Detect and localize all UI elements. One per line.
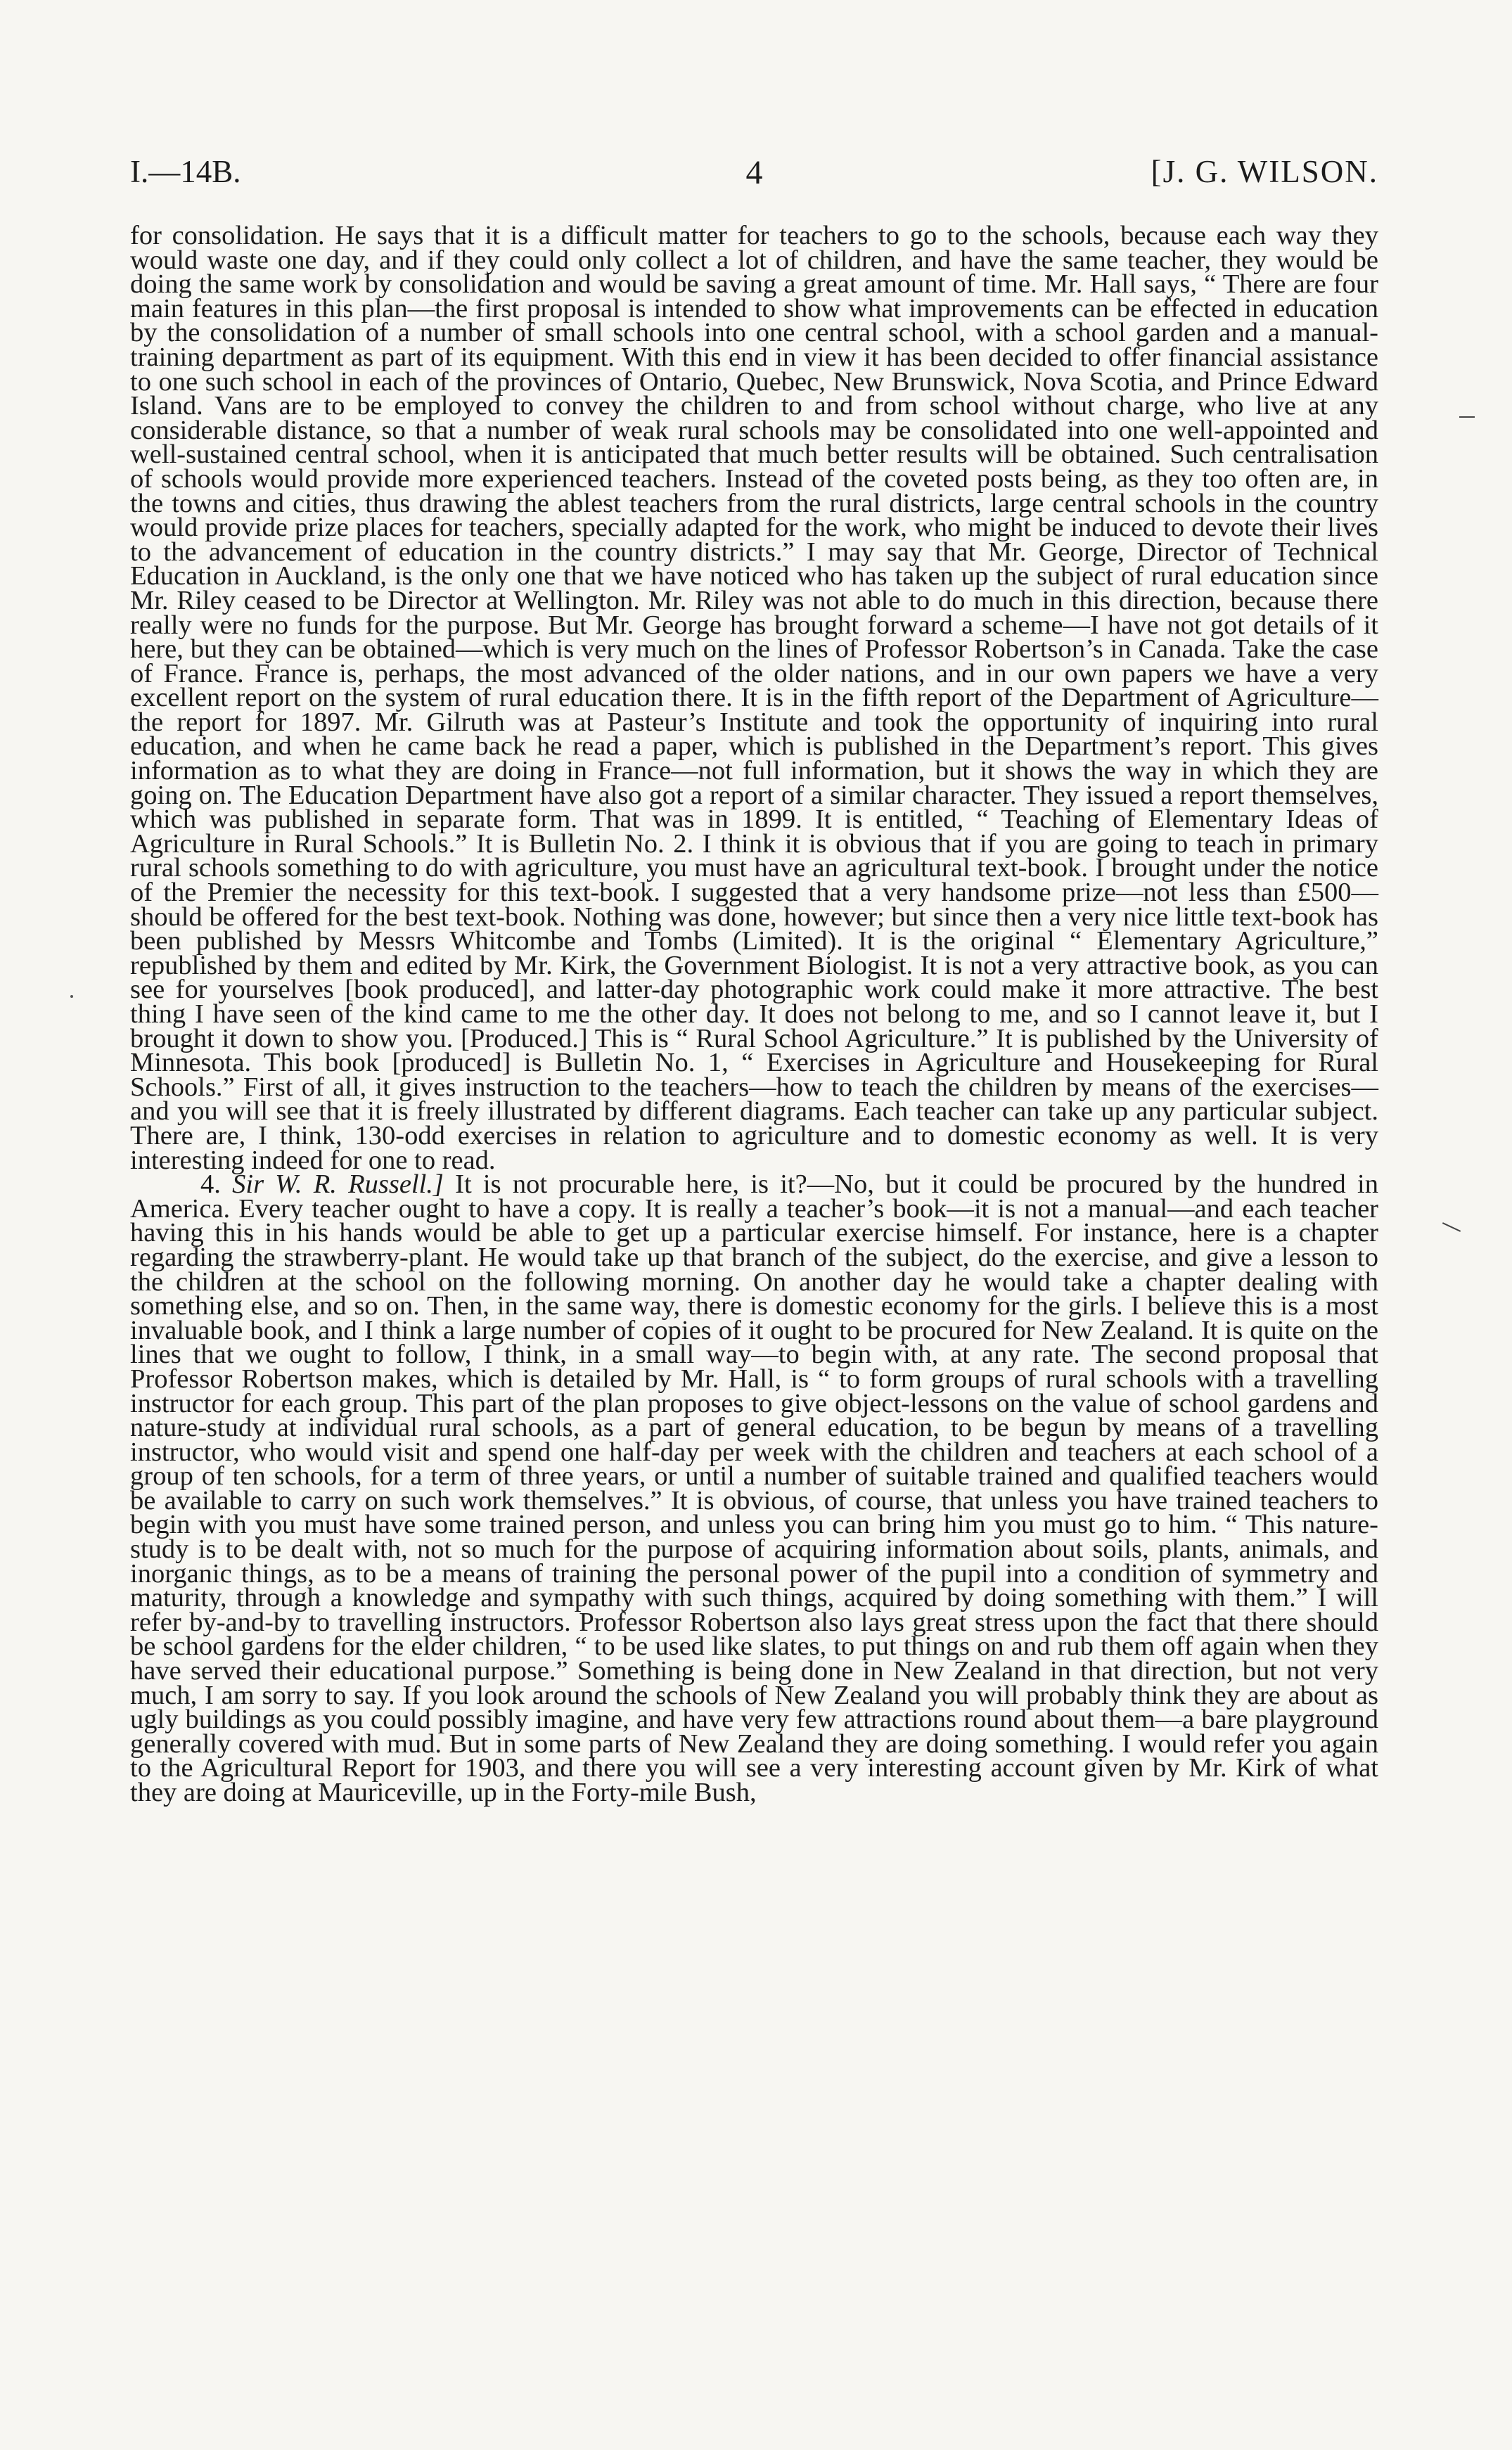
margin-mark: [1459, 416, 1475, 418]
paragraph-continuation: [130, 221, 1378, 1175]
margin-mark: [1442, 1222, 1461, 1232]
page-header: [130, 153, 1378, 195]
question-number: 4.: [200, 1169, 221, 1200]
question-paragraph: [130, 1169, 1378, 1807]
margin-dot: [70, 995, 73, 998]
questioner-name: Sir W. R. Russell.]: [232, 1169, 444, 1200]
paragraph-text: for consolidation. He says that it is a difficult matter for teachers to go to the schools, because each way they would waste one day, and if they could only collect a lot of children, and have the same teacher, they would be doing the same work by consolidation and would be saving a great amount of time. Mr. Hall says, “ There are four main features in this plan—the first proposal is intended to show what improvements can be effected in education by the consolidation of a number of small schools into one central school, with a school garden and a manual-training department as part of its equipment. With this end in view it has been decided to offer financial assistance to one such school in each of the provinces of Ontario, Quebec, New Brunswick, Nova Scotia, and Prince Edward Island. Vans are to be employed to convey the children to and from school without charge, who live at any considerable distance, so that a number of weak rural schools may be consolidated into one well-appointed and well-sustained central school, when it is anticipated that much better results will be obtained. Such centralisation of schools would provide more experienced teachers. Instead of the coveted posts being, as they too often are, in the towns and cities, thus drawing the ablest teachers from the rural districts, large central schools in the country would provide prize places for teachers, specially adapted for the work, who might be induced to devote their lives to the advancement of education in the country districts.” I may say that Mr. George, Director of Technical Education in Auckland, is the only one that we have noticed who has taken up the subject of rural education since Mr. Riley ceased to be Director at Wellington. Mr. Riley was not able to do much in this direction, because there really were no funds for the purpose. But Mr. George has brought forward a scheme—I have not got details of it here, but they can be obtained—which is very much on the lines of Professor Robertson’s in Canada. Take the case of France. France is, perhaps, the most advanced of the older nations, and in our own papers we have a very excellent report on the system of rural education there. It is in the fifth report of the Department of Agriculture—the report for 1897. Mr. Gilruth was at Pasteur’s Institute and took the opportunity of inquiring into rural education, and when he came back he read a paper, which is published in the Department’s report. This gives information as to what they are doing in France—not full information, but it shows the way in which they are going on. The Education Department have also got a report of a similar character. They issued a report themselves, which was published in separate form. That was in 1899. It is entitled, “ Teaching of Elementary Ideas of Agriculture in Rural Schools.” It is Bulletin No. 2. I think it is obvious that if you are going to teach in primary rural schools something to do with agriculture, you must have an agricultural text-book. I brought under the notice of the Premier the necessity for this text-book. I suggested that a very handsome prize—not less than £500—should be offered for the best text-book. Nothing was done, however; but since then a very nice little text-book has been published by Messrs Whitcombe and Tombs (Limited). It is the original “ Elementary Agriculture,” republished by them and edited by Mr. Kirk, the Government Biologist. It is not a very attractive book, as you can see for yourselves [book produced], and latter-day photographic work could make it more attractive. The best thing I have seen of the kind came to me the other day. It does not belong to me, and so I cannot leave it, but I brought it down to show you. [Produced.] This is “ Rural School Agriculture.” It is published by the University of Minnesota. This book [produced] is Bulletin No. 1, “ Exercises in Agriculture and Housekeeping for Rural Schools.” First of all, it gives instruction to the teachers—how to teach the children by means of the exercises—and you will see that it is freely illustrated by different diagrams. Each teacher can take up any particular subject. There are, I think, 130-odd exercises in relation to agriculture and to domestic economy as well. It is very interesting indeed for one to read.: [130, 221, 1378, 1175]
speaker-name: [J. G. WILSON.: [1151, 154, 1378, 189]
document-reference: I.—14B.: [130, 154, 241, 189]
body-text: [130, 221, 1378, 1807]
paragraph-text: It is not procurable here, is it?—No, but it could be procured by the hundred in America. Every teacher ought to have a copy. It is really a teacher’s book—it is not a manual—and each teacher having this in his hands would be able to get up a particular exercise himself. For instance, here is a chapter regarding the strawberry-plant. He would take up that branch of the subject, do the exercise, and give a lesson to the children at the school on the following morning. On another day he would take a chapter dealing with something else, and so on. Then, in the same way, there is domestic economy for the girls. I believe this is a most invaluable book, and I think a large number of copies of it ought to be procured for New Zealand. It is quite on the lines that we ought to follow, I think, in a small way—to begin with, at any rate. The second proposal that Professor Robertson makes, which is detailed by Mr. Hall, is “ to form groups of rural schools with a travelling instructor for each group. This part of the plan proposes to give object-lessons on the value of school gardens and nature-study at individual rural schools, as a part of general education, to be begun by means of a travelling instructor, who would visit and spend one half-day per week with the children and teachers at each school of a group of ten schools, for a term of three years, or until a number of suitable trained and qualified teachers would be available to carry on such work themselves.” It is obvious, of course, that unless you have trained teachers to begin with you must have some trained person, and unless you can bring him you must go to him. “ This nature-study is to be dealt with, not so much for the purpose of acquiring information about soils, plants, animals, and inorganic things, as to be a means of training the personal power of the pupil into a condition of symmetry and maturity, through a knowledge and sympathy with such things, acquired by doing something with them.” I will refer by-and-by to travelling instructors. Professor Robertson also lays great stress upon the fact that there should be school gardens for the elder children, “ to be used like slates, to put things on and rub them off again when they have served their educational purpose.” Something is being done in New Zealand in that direction, but not very much, I am sorry to say. If you look around the schools of New Zealand you will probably think they are about as ugly buildings as you could possibly imagine, and have very few attractions round about them—a bare playground generally covered with mud. But in some parts of New Zealand they are doing something. I would refer you again to the Agricultural Report for 1903, and there you will see a very interesting account given by Mr. Kirk of what they are doing at Mauriceville, up in the Forty-mile Bush,: [130, 1169, 1378, 1807]
page-number: 4: [745, 154, 763, 191]
